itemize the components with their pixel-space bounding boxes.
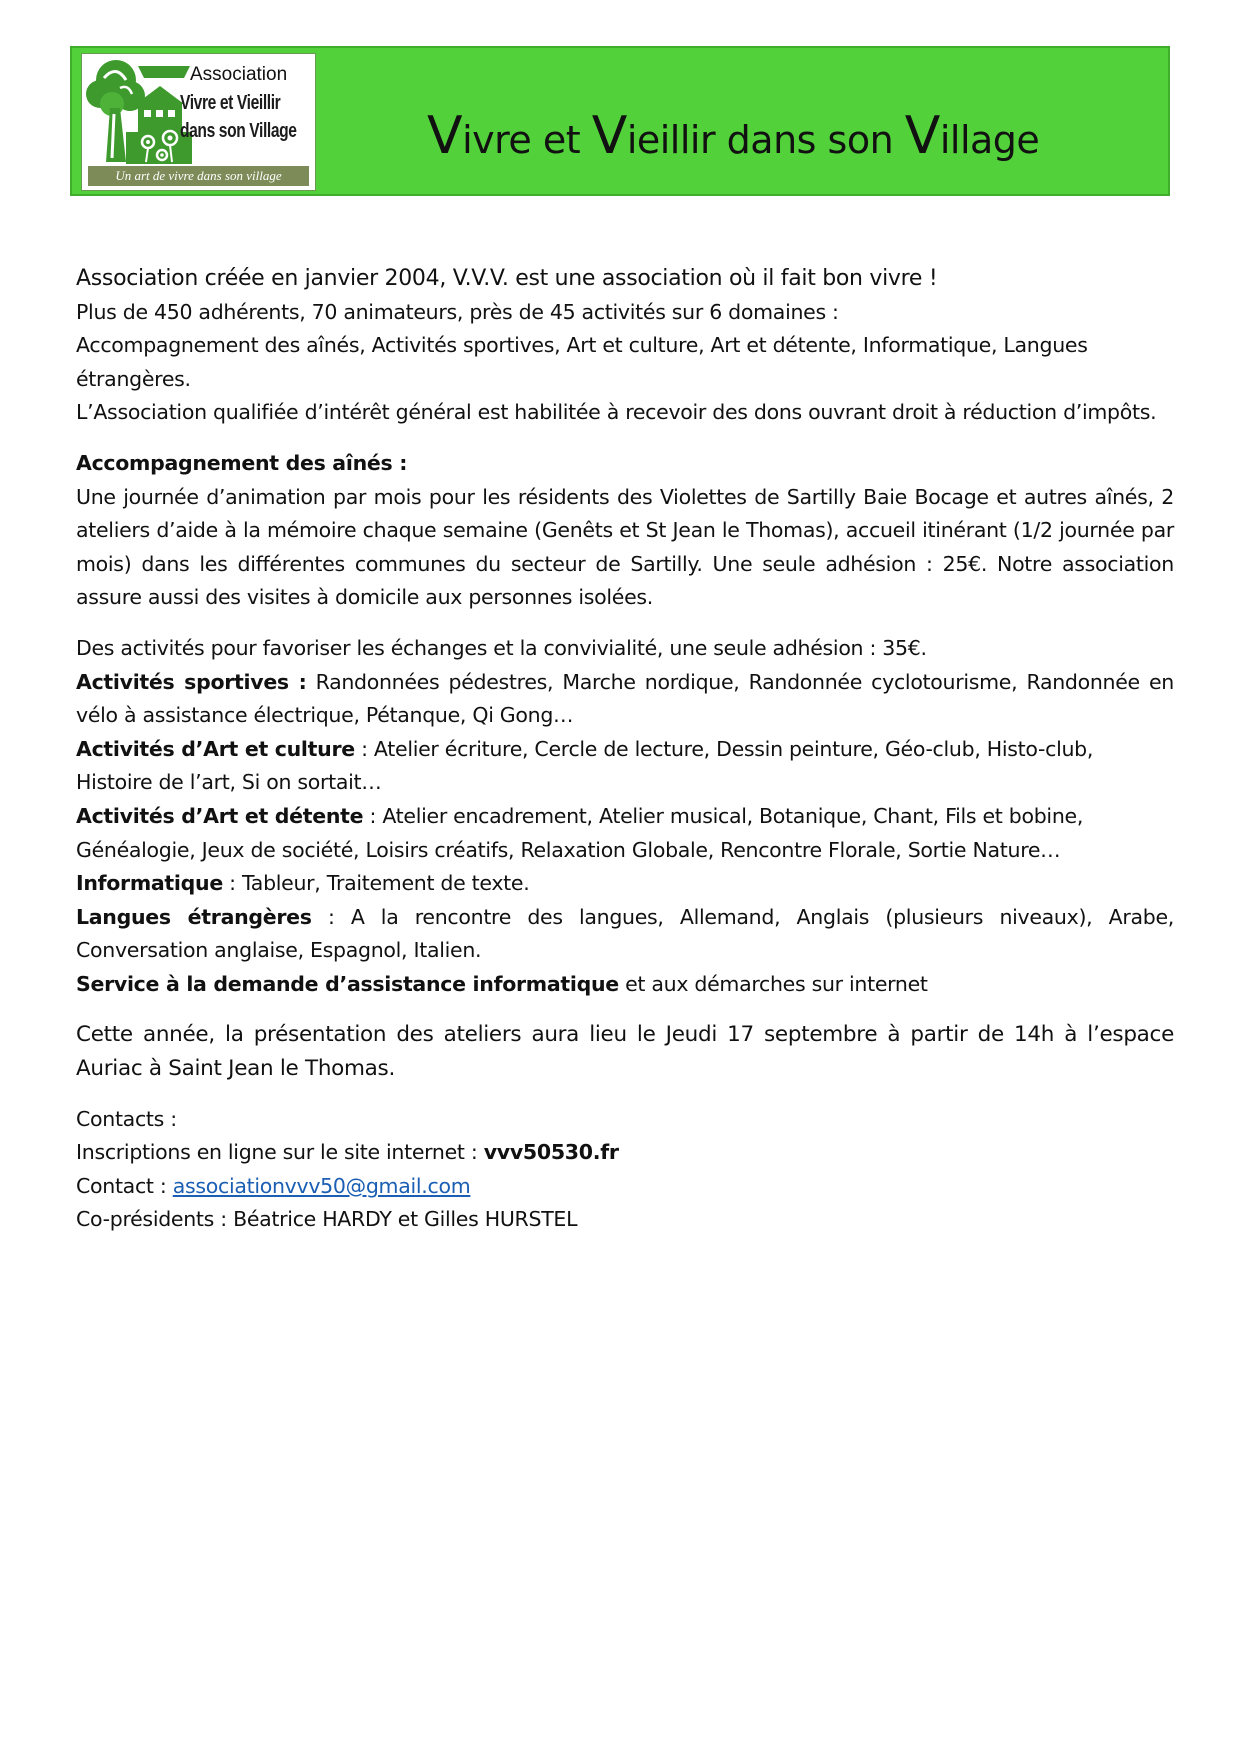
intro-line-4: L’Association qualifiée d’intérêt général est habilitée à recevoir des dons ouvrant droit à réduction d’impôts.	[76, 400, 1157, 425]
title-rest-3: illage	[939, 118, 1040, 162]
activity-art-culture	[76, 733, 1174, 800]
logo-association-label: Association	[190, 64, 288, 85]
aines-heading: Accompagnement des aînés :	[76, 450, 408, 475]
header-banner	[70, 46, 1170, 196]
activity-label: Activités d’Art et culture	[76, 736, 355, 761]
intro-line-1: Association créée en janvier 2004, V.V.V. est une association où il fait bon vivre !	[76, 266, 938, 291]
contacts-heading: Contacts :	[76, 1106, 177, 1131]
logo-name-line2: dans son Village	[180, 120, 297, 142]
activity-art-detente	[76, 800, 1174, 867]
contacts-email	[76, 1170, 1174, 1204]
activity-text: : A la rencontre des langues, Allemand, Anglais (plusieurs niveaux), Arabe, Conversation anglaise, Espagnol, Italien.	[76, 904, 1174, 963]
activity-label: Service à la demande d’assistance informatique	[76, 971, 619, 996]
contacts-presidents: Co-présidents : Béatrice HARDY et Gilles HURSTEL	[76, 1207, 578, 1232]
activity-informatique	[76, 867, 1174, 901]
activity-assistance	[76, 968, 1174, 1002]
presentation-text: Cette année, la présentation des ateliers aura lieu le Jeudi 17 septembre à partir de 14h à l’espace Auriac à Saint Jean le Thomas.	[76, 1022, 1174, 1082]
association-logo	[81, 53, 316, 191]
activity-label: Activités sportives :	[76, 669, 307, 694]
intro-line-3: Accompagnement des aînés, Activités sportives, Art et culture, Art et détente, Informatique, Langues étrangères.	[76, 333, 1088, 391]
activity-langues	[76, 901, 1174, 968]
contacts-inscriptions	[76, 1136, 1174, 1170]
activity-text: : Tableur, Traitement de texte.	[222, 871, 530, 896]
document-body	[76, 262, 1174, 1237]
title-cap-2: V	[591, 106, 627, 166]
activity-label: Activités d’Art et détente	[76, 803, 364, 828]
activities-intro: Des activités pour favoriser les échanges et la convivialité, une seule adhésion : 35€.	[76, 635, 927, 660]
inscriptions-label: Inscriptions en ligne sur le site internet :	[76, 1140, 484, 1165]
title-cap-1: V	[427, 106, 463, 166]
intro-line-2: Plus de 450 adhérents, 70 animateurs, près de 45 activités sur 6 domaines :	[76, 299, 839, 324]
activity-label: Langues étrangères	[76, 904, 312, 929]
logo-name-line1: Vivre et Vieillir	[180, 92, 281, 114]
email-link[interactable]: associationvvv50@gmail.com	[172, 1173, 471, 1198]
page-title	[427, 106, 1039, 166]
title-rest-1: ivre et	[462, 118, 592, 162]
activity-text: et aux démarches sur internet	[618, 971, 928, 996]
website-link[interactable]: vvv50530.fr	[483, 1140, 619, 1165]
contact-label: Contact :	[76, 1173, 173, 1198]
title-cap-3: V	[904, 106, 940, 166]
activity-text: : Atelier encadrement, Atelier musical, Botanique, Chant, Fils et bobine, Généalogie, Jeux de société, Loisirs créatifs, Relaxation Globale, Rencontre Florale, Sortie Nature…	[76, 803, 1084, 862]
title-rest-2: ieillir dans son	[626, 118, 905, 162]
activity-text: Randonnées pédestres, Marche nordique, Randonnée cyclotourisme, Randonnée en vélo à assistance électrique, Pétanque, Qi Gong…	[76, 669, 1174, 728]
aines-text: Une journée d’animation par mois pour les résidents des Violettes de Sartilly Baie Bocage et autres aînés, 2 ateliers d’aide à la mémoire chaque semaine (Genêts et St Jean le Thomas), accueil itinérant (1/2 journée par mois) dans les différentes communes du secteur de Sartilly. Une seule adhésion : 25€. Notre association assure aussi des visites à domicile aux personnes isolées.	[76, 484, 1174, 610]
activity-label: Informatique	[76, 871, 223, 896]
activity-sportives	[76, 666, 1174, 733]
logo-tagline: Un art de vivre dans son village	[88, 166, 309, 186]
activity-text: : Atelier écriture, Cercle de lecture, Dessin peinture, Géo-club, Histo-club, Histoire de l’art, Si on sortait…	[76, 736, 1094, 795]
